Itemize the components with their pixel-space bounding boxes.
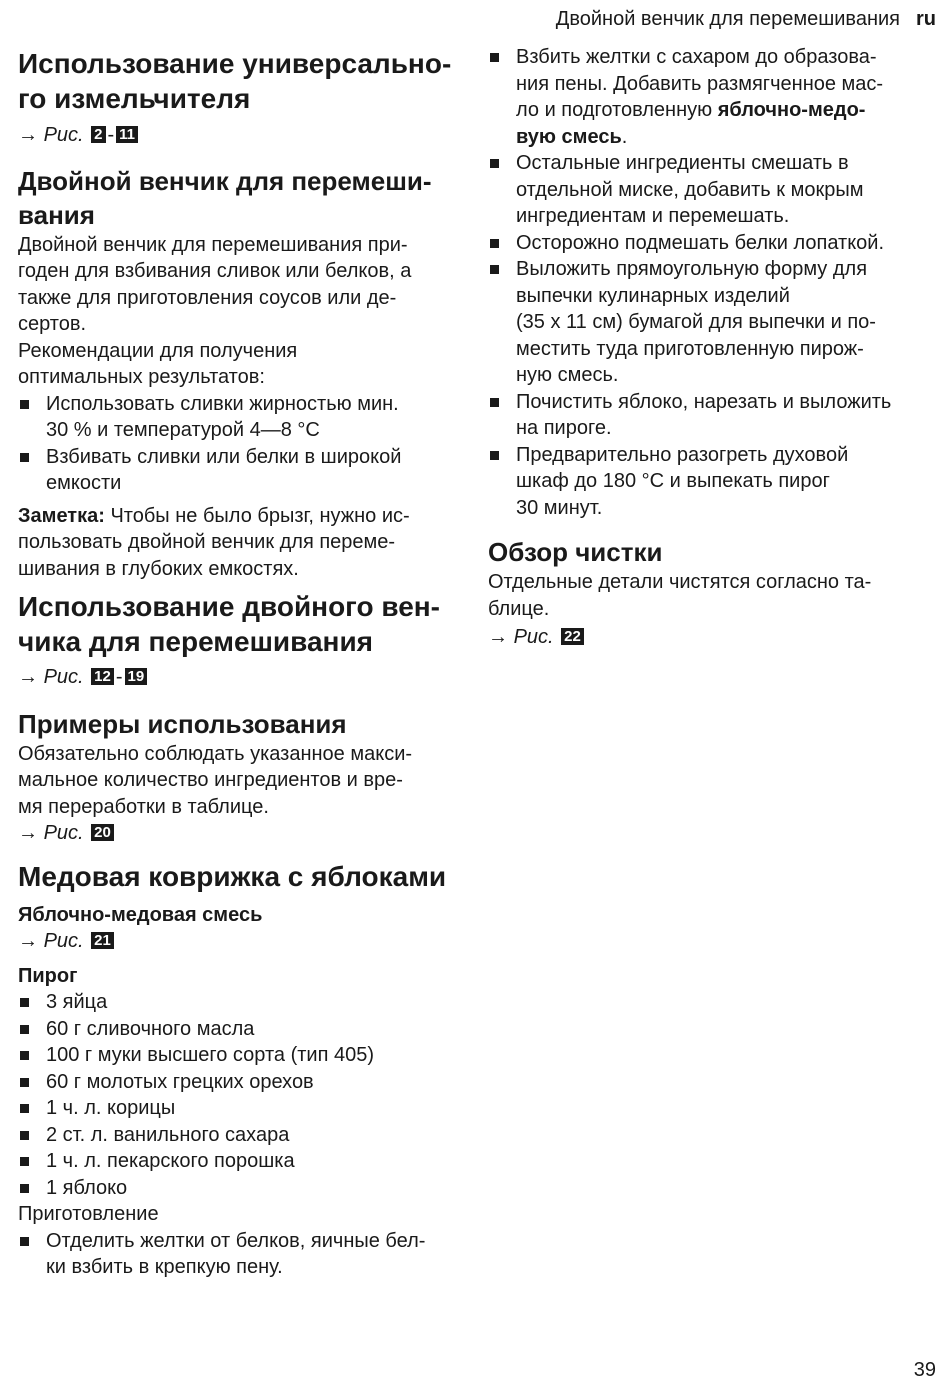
figure-number-badge: 2 [91, 126, 105, 143]
preparation-label: Приготовление [18, 1203, 159, 1225]
bullet-icon [490, 159, 499, 168]
figure-number-badge: 20 [91, 824, 114, 841]
note: Заметка: Чтобы не было брызг, нужно ис- пользовать двойной венчик для переме- шивания в глубоких емкостях. [18, 504, 410, 580]
figure-reference: → Рис. 12 - 19 [18, 664, 470, 691]
section-title-honey-cake: Медовая коврижка с яблоками [18, 860, 447, 892]
bullet-icon [20, 453, 29, 462]
bullet-icon [490, 239, 499, 248]
bullet-icon [20, 400, 29, 409]
subsection-title-apple-honey-mix: Яблочно-медовая смесь [18, 903, 263, 926]
double-whisk-description: Двойной венчик для перемешивания при- годен для взбивания сливок или белков, а также для приготовления соусов или де- сертов. [18, 233, 412, 335]
list-item: Взбить желтки с сахаром до образова- ния пены. Добавить размягченное мас- ло и подготовленную яблочно-медо- вую смесь. [488, 44, 934, 150]
list-item: Остальные ингредиенты смешать в отдельной миске, добавить к мокрым ингредиентам и перемешать. [488, 150, 934, 230]
bullet-icon [490, 265, 499, 274]
page-number: 39 [913, 1359, 936, 1381]
language-code: ru [916, 8, 936, 30]
section-title-universal-chopper: Использование универсально- го измельчителя [18, 48, 452, 114]
list-item: Выложить прямоугольную форму для выпечки кулинарных изделий (35 x 11 см) бумагой для выпечки и по- местить туда приготовленную пирож- ную смесь. [488, 256, 934, 389]
list-item: 2 ст. л. ванильного сахара [18, 1122, 470, 1149]
list-item: 100 г муки высшего сорта (тип 405) [18, 1042, 470, 1069]
section-title-using-double-whisk: Использование двойного вен- чика для перемешивания [18, 591, 441, 657]
section-title-usage-examples: Примеры использования [18, 708, 347, 739]
usage-examples-text: Обязательно соблюдать указанное макси- мальное количество ингредиентов и вре- мя переработки в таблице. [18, 742, 413, 818]
bullet-icon [20, 1051, 29, 1060]
running-header-title: Двойной венчик для перемешивания [555, 8, 900, 30]
bullet-icon [490, 451, 499, 460]
recommendations-list [18, 391, 470, 497]
list-item: 1 ч. л. пекарского порошка [18, 1148, 470, 1175]
list-item: 1 яблоко [18, 1175, 470, 1202]
figure-number-badge: 21 [91, 932, 114, 949]
bullet-icon [20, 1184, 29, 1193]
arrow-icon: → [18, 930, 38, 952]
cleaning-overview-text: Отдельные детали чистятся согласно та- блице. [488, 571, 872, 620]
list-item: 3 яйца [18, 989, 470, 1016]
figure-number-badge: 19 [125, 668, 148, 685]
arrow-icon: → [18, 822, 38, 844]
list-item: Отделить желтки от белков, яичные бел- ки взбить в крепкую пену. [18, 1228, 470, 1281]
figure-reference: → Рис. 2 - 11 [18, 122, 470, 149]
bullet-icon [490, 398, 499, 407]
bullet-icon [20, 1104, 29, 1113]
bullet-icon [20, 1078, 29, 1087]
bullet-icon [490, 53, 499, 62]
bullet-icon [20, 1237, 29, 1246]
note-label: Заметка: [18, 504, 105, 527]
list-item: Использовать сливки жирностью мин. 30 % и температурой 4—8 °C [18, 391, 470, 444]
figure-number-badge: 22 [561, 628, 584, 645]
list-item: Почистить яблоко, нарезать и выложить на пироге. [488, 389, 934, 442]
figure-reference: → Рис. 22 [488, 624, 934, 651]
figure-number-badge: 12 [91, 668, 114, 685]
figure-number-badge: 11 [116, 126, 138, 143]
list-item: Взбивать сливки или белки в широкой емкости [18, 444, 470, 497]
figure-reference: → Рис. 21 [18, 928, 470, 955]
figure-reference: → Рис. 20 [18, 820, 470, 847]
list-item: 1 ч. л. корицы [18, 1095, 470, 1122]
section-title-double-whisk: Двойной венчик для перемеши- вания [18, 165, 432, 230]
bullet-icon [20, 1131, 29, 1140]
preparation-steps-continued [488, 44, 934, 521]
arrow-icon: → [488, 626, 508, 648]
section-title-cleaning-overview: Обзор чистки [488, 537, 663, 567]
right-column [488, 44, 934, 651]
ingredients-list [18, 989, 470, 1201]
list-item: 60 г сливочного масла [18, 1016, 470, 1043]
preparation-steps-start [18, 1228, 470, 1281]
recommendations-intro: Рекомендации для получения оптимальных результатов: [18, 339, 298, 388]
bullet-icon [20, 998, 29, 1007]
bullet-icon [20, 1157, 29, 1166]
list-item: Предварительно разогреть духовой шкаф до 180 °C и выпекать пирог 30 минут. [488, 442, 934, 522]
list-item: Осторожно подмешать белки лопаткой. [488, 230, 934, 257]
left-column [18, 46, 470, 1281]
list-item: 60 г молотых грецких орехов [18, 1069, 470, 1096]
arrow-icon: → [18, 666, 38, 688]
subsection-title-cake: Пирог [18, 964, 78, 987]
running-header [556, 8, 936, 31]
arrow-icon: → [18, 124, 38, 146]
bullet-icon [20, 1025, 29, 1034]
